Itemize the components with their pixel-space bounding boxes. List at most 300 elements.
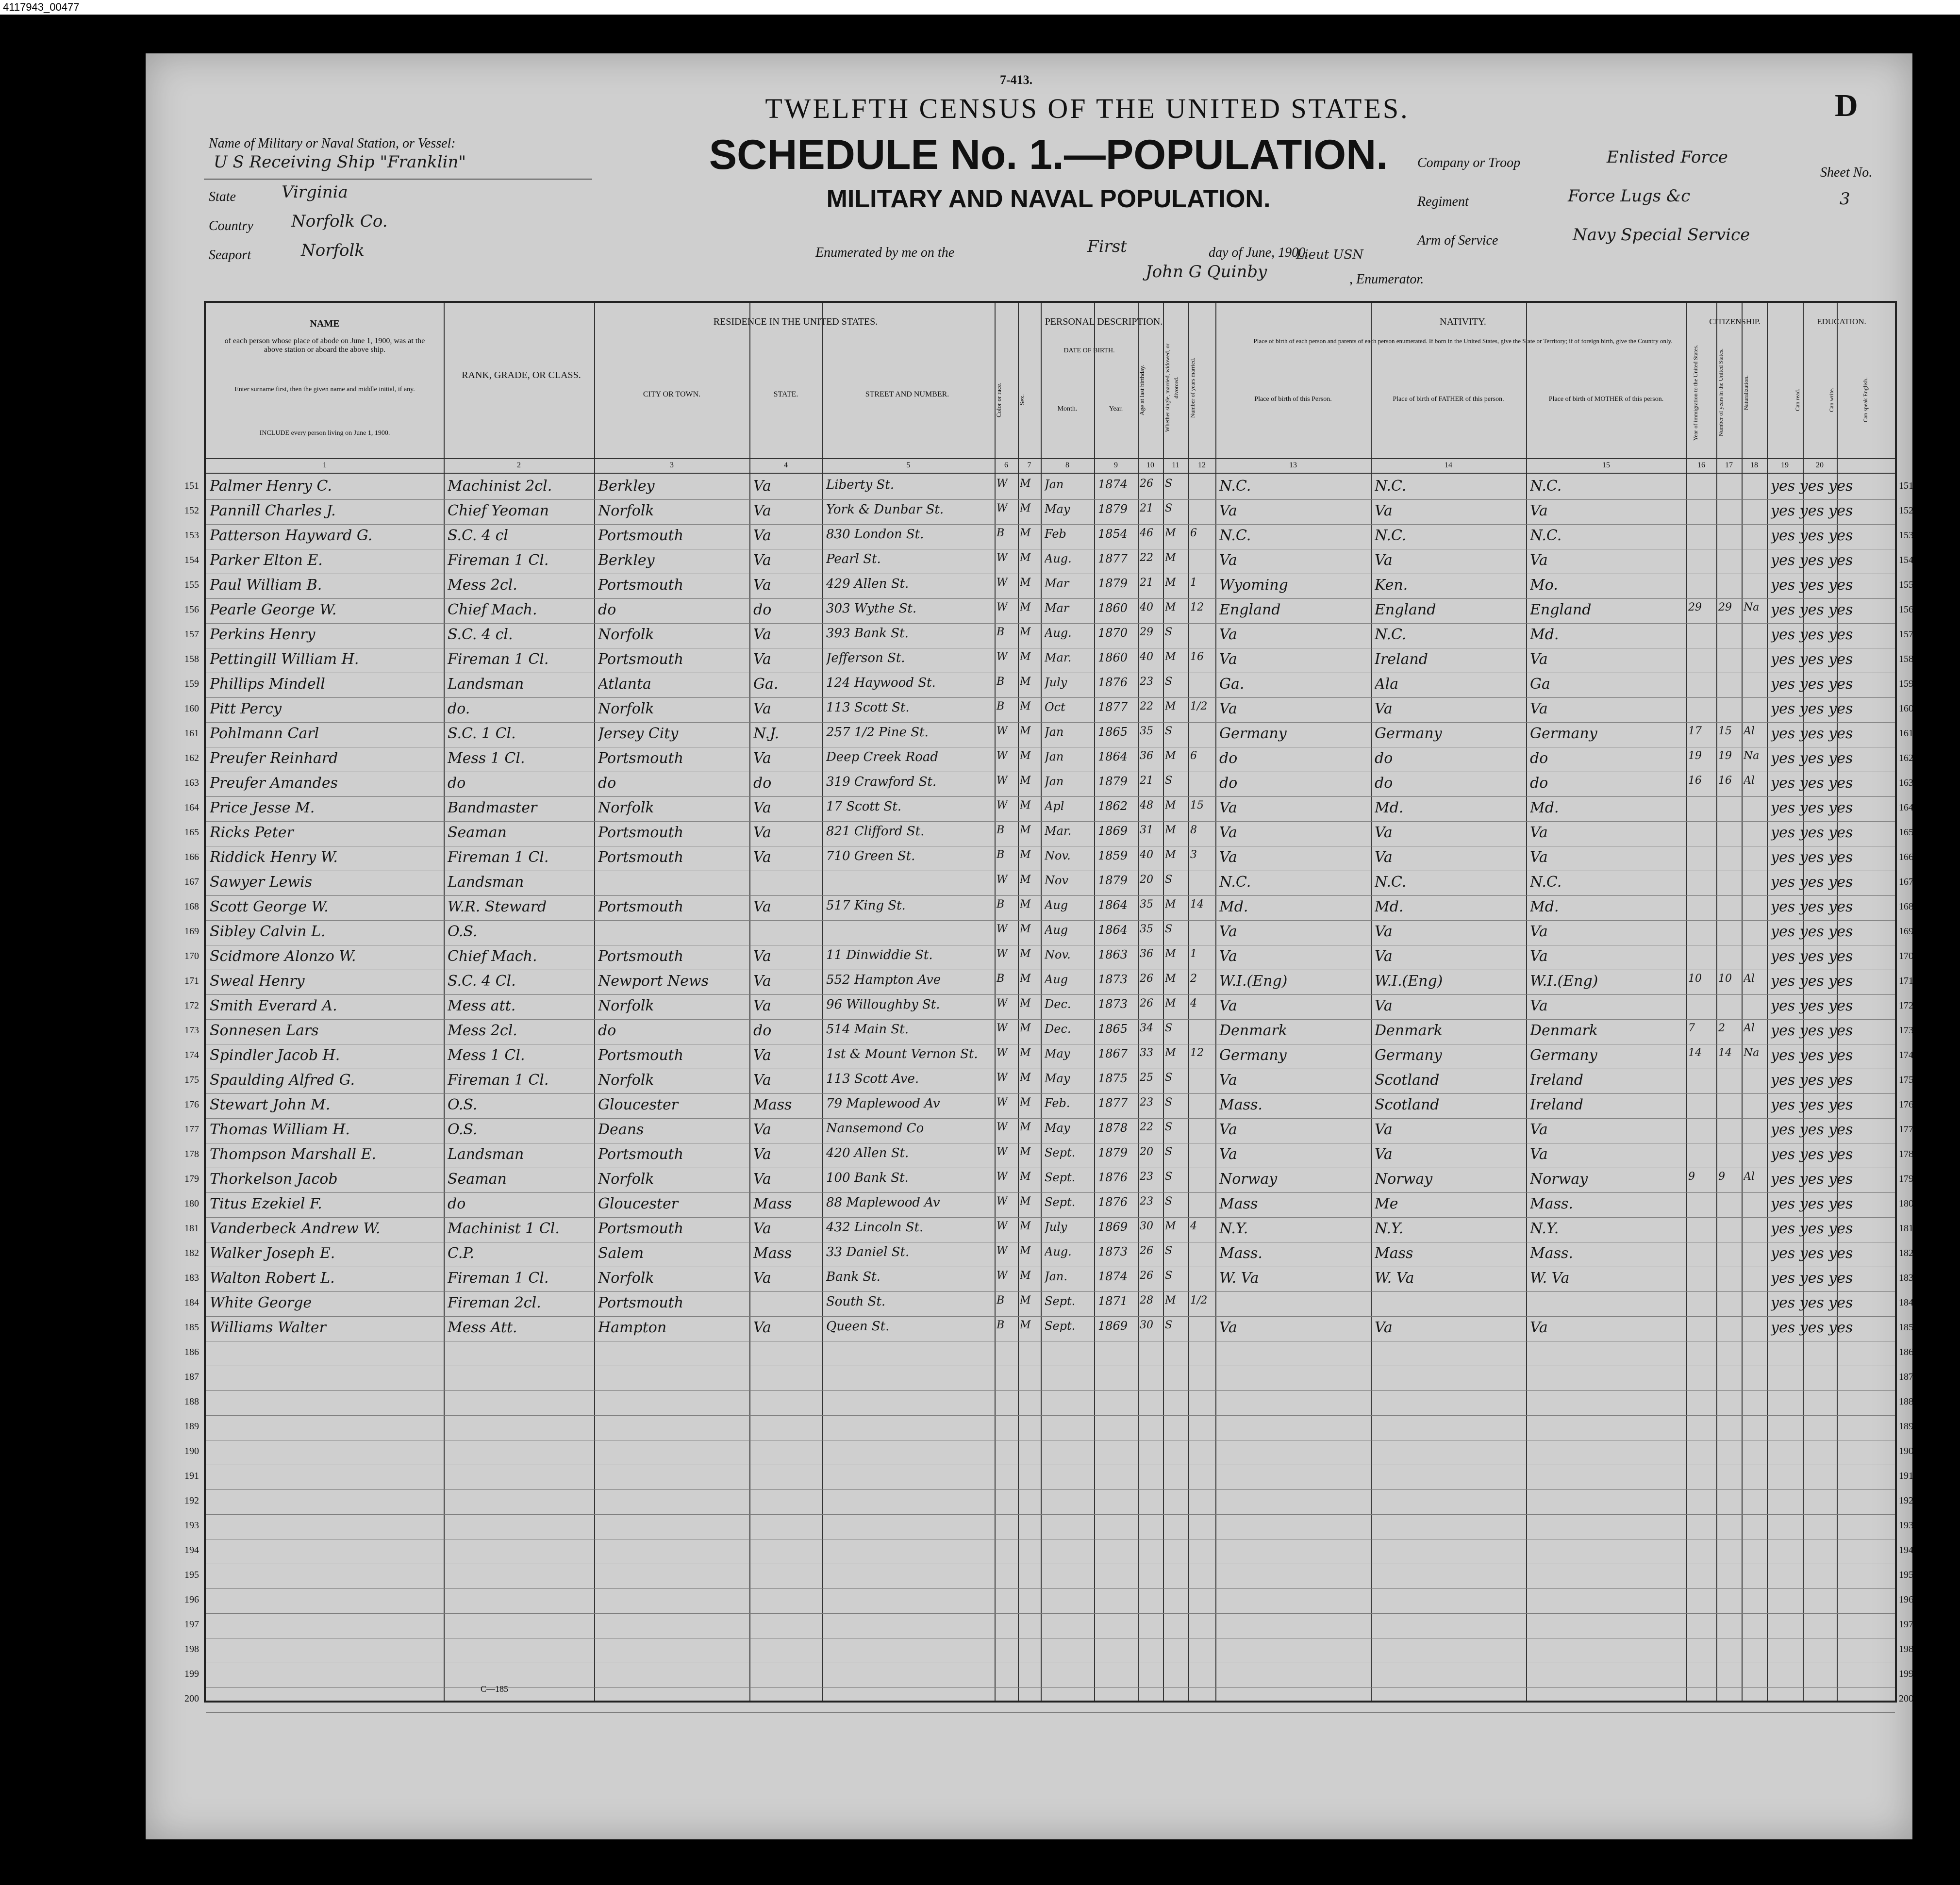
- cell-yus: 2: [1718, 1022, 1725, 1034]
- cell-edu: yes yes yes: [1771, 552, 1853, 569]
- cell-age: 23: [1140, 1171, 1153, 1183]
- cell-name: Phillips Mindell: [210, 676, 325, 693]
- cell-pobf: Scotland: [1375, 1072, 1440, 1089]
- row-number-left: 176: [184, 1099, 199, 1110]
- cell-pobm: Va: [1530, 923, 1548, 940]
- cell-mar: M: [1165, 750, 1176, 762]
- row-number-left: 183: [184, 1273, 199, 1283]
- row-number-right: 190: [1899, 1446, 1913, 1456]
- cell-pobm: Mass.: [1530, 1195, 1573, 1212]
- cell-year: 1878: [1098, 1121, 1128, 1135]
- row-number-left: 199: [184, 1669, 199, 1679]
- cell-pobm: England: [1530, 601, 1592, 618]
- cell-month: Sept.: [1045, 1146, 1076, 1159]
- cell-year: 1875: [1098, 1072, 1128, 1085]
- years-us-header: Number of years in the United States.: [1717, 348, 1724, 437]
- cell-rank: S.C. 4 cl: [448, 527, 508, 544]
- cell-nat: Na: [1744, 750, 1760, 762]
- unit-info: [1417, 146, 1893, 281]
- cell-rank: O.S.: [448, 923, 478, 940]
- cell-sex: M: [1020, 700, 1031, 712]
- cell-edu: yes yes yes: [1771, 849, 1853, 866]
- cell-sex: M: [1020, 552, 1031, 564]
- cell-name: Ricks Peter: [210, 824, 294, 841]
- row-number-right: 159: [1899, 678, 1913, 689]
- column-divider: [995, 303, 996, 1701]
- cell-age: 21: [1140, 775, 1153, 787]
- cell-street: 393 Bank St.: [826, 626, 909, 641]
- cell-year: 1864: [1098, 898, 1128, 912]
- cell-rank: Mess 2cl.: [448, 1022, 517, 1039]
- cell-yus: 15: [1718, 725, 1732, 737]
- cell-name: Scidmore Alonzo W.: [210, 948, 356, 965]
- cell-name: Spaulding Alfred G.: [210, 1072, 355, 1089]
- column-number: 16: [1697, 461, 1705, 469]
- cell-rank: O.S.: [448, 1096, 478, 1113]
- cell-mar: M: [1165, 1047, 1176, 1059]
- cell-city: Norfolk: [598, 700, 654, 717]
- cell-year: 1879: [1098, 577, 1128, 590]
- cell-pobf: Ala: [1375, 676, 1399, 693]
- cell-pobm: Va: [1530, 552, 1548, 569]
- cell-name: Scott George W.: [210, 898, 329, 915]
- row-number-right: 177: [1899, 1124, 1913, 1135]
- cell-pobm: Denmark: [1530, 1022, 1598, 1039]
- cell-pobm: Germany: [1530, 725, 1597, 742]
- cell-month: Mar: [1045, 577, 1069, 590]
- cell-city: Portsmouth: [598, 1047, 684, 1064]
- cell-age: 26: [1140, 478, 1153, 490]
- cell-mar: S: [1165, 1146, 1173, 1158]
- cell-pob: do: [1219, 750, 1238, 767]
- cell-pobm: Mass.: [1530, 1245, 1573, 1262]
- rank-header: RANK, GRADE, OR CLASS.: [462, 370, 581, 380]
- row-divider: [206, 1489, 1895, 1490]
- column-divider: [444, 303, 445, 1701]
- cell-city: Portsmouth: [598, 898, 684, 915]
- cell-pob: Norway: [1219, 1171, 1278, 1188]
- row-number-right: 193: [1899, 1520, 1913, 1531]
- naturalization-header: Naturalization.: [1743, 375, 1749, 410]
- cell-state: Va: [753, 997, 771, 1014]
- cell-nat: Al: [1744, 1171, 1755, 1183]
- cell-ym: 8: [1190, 824, 1197, 836]
- cell-sex: M: [1020, 725, 1031, 737]
- cell-year: 1871: [1098, 1294, 1128, 1308]
- row-number-left: 180: [184, 1198, 199, 1209]
- seaport-value: Norfolk: [301, 241, 365, 260]
- cell-edu: yes yes yes: [1771, 948, 1853, 965]
- row-number-left: 194: [184, 1545, 199, 1555]
- cell-age: 28: [1140, 1294, 1153, 1306]
- cell-name: Parker Elton E.: [210, 552, 323, 569]
- row-divider: [206, 499, 1895, 500]
- cell-city: Hampton: [598, 1319, 667, 1336]
- cell-pobf: Mass: [1375, 1245, 1413, 1262]
- cell-year: 1879: [1098, 874, 1128, 887]
- row-number-left: 168: [184, 901, 199, 912]
- cell-state: Va: [753, 552, 771, 569]
- sheet-number-value: 3: [1840, 189, 1850, 209]
- cell-rank: O.S.: [448, 1121, 478, 1138]
- cell-year: 1865: [1098, 1022, 1128, 1036]
- row-divider: [206, 895, 1895, 896]
- column-divider: [1526, 303, 1527, 1701]
- row-number-left: 184: [184, 1297, 199, 1308]
- row-number-right: 197: [1899, 1619, 1913, 1630]
- pob-person-header: Place of birth of this Person.: [1254, 396, 1332, 403]
- row-number-left: 182: [184, 1248, 199, 1258]
- cell-color: B: [997, 898, 1005, 910]
- cell-pobm: Ireland: [1530, 1096, 1583, 1113]
- cell-color: B: [997, 527, 1005, 539]
- cell-pobf: Va: [1375, 824, 1393, 841]
- cell-street: 303 Wythe St.: [826, 601, 917, 616]
- row-number-right: 199: [1899, 1669, 1913, 1679]
- cell-month: Mar: [1045, 601, 1069, 615]
- cell-pobm: Va: [1530, 651, 1548, 668]
- row-number-left: 186: [184, 1347, 199, 1357]
- cell-pobf: W. Va: [1375, 1270, 1414, 1287]
- row-number-right: 184: [1899, 1297, 1913, 1308]
- cell-state: Va: [753, 1171, 771, 1188]
- cell-sex: M: [1020, 898, 1031, 910]
- cell-year: 1874: [1098, 478, 1128, 491]
- cell-month: Nov.: [1045, 948, 1071, 961]
- row-divider: [206, 598, 1895, 599]
- cell-year: 1873: [1098, 1245, 1128, 1258]
- cell-mar: M: [1165, 527, 1176, 539]
- cell-color: W: [997, 874, 1008, 886]
- cell-state: Va: [753, 1270, 771, 1287]
- cell-city: do: [598, 775, 616, 792]
- cell-year: 1877: [1098, 552, 1128, 565]
- row-divider: [206, 1118, 1895, 1119]
- cell-sex: M: [1020, 849, 1031, 861]
- cell-ym: 15: [1190, 799, 1204, 811]
- row-number-left: 179: [184, 1174, 199, 1184]
- cell-year: 1869: [1098, 1319, 1128, 1333]
- cell-street: 552 Hampton Ave: [826, 973, 941, 987]
- column-number: 4: [784, 461, 788, 469]
- image-id-bar: [0, 0, 1960, 15]
- row-number-left: 165: [184, 827, 199, 838]
- cell-pobm: Va: [1530, 700, 1548, 717]
- cell-age: 30: [1140, 1319, 1153, 1331]
- cell-city: do: [598, 1022, 616, 1039]
- row-divider: [206, 1390, 1895, 1391]
- cell-rank: Fireman 1 Cl.: [448, 1270, 549, 1287]
- cell-year: 1864: [1098, 923, 1128, 937]
- row-number-left: 177: [184, 1124, 199, 1135]
- cell-mar: M: [1165, 577, 1176, 589]
- cell-nat: Al: [1744, 1022, 1755, 1034]
- row-divider: [206, 1316, 1895, 1317]
- cell-street: 124 Haywood St.: [826, 676, 936, 690]
- cell-pobf: W.I.(Eng): [1375, 973, 1443, 990]
- cell-age: 22: [1140, 552, 1153, 564]
- row-number-right: 200: [1899, 1693, 1913, 1704]
- row-number-right: 156: [1899, 604, 1913, 615]
- row-divider: [206, 697, 1895, 698]
- cell-yus: 16: [1718, 775, 1732, 787]
- nativity-header: NATIVITY.: [1440, 316, 1486, 327]
- row-divider: [206, 1613, 1895, 1614]
- cell-pob: Va: [1219, 1146, 1237, 1163]
- cell-sex: M: [1020, 478, 1031, 490]
- cell-pob: Va: [1219, 1319, 1237, 1336]
- cell-color: W: [997, 1171, 1008, 1183]
- cell-year: 1873: [1098, 997, 1128, 1011]
- cell-ym: 6: [1190, 750, 1197, 762]
- cell-city: Newport News: [598, 973, 709, 990]
- cell-city: Deans: [598, 1121, 644, 1138]
- regiment-value: Force Lugs &c: [1568, 186, 1691, 206]
- cell-state: Va: [753, 577, 771, 594]
- cell-state: Va: [753, 824, 771, 841]
- cell-pob: Va: [1219, 849, 1237, 866]
- cell-mar: S: [1165, 1096, 1173, 1108]
- cell-rank: Seaman: [448, 1171, 507, 1188]
- cell-pob: Va: [1219, 651, 1237, 668]
- cell-month: July: [1045, 676, 1067, 689]
- cell-mar: S: [1165, 676, 1173, 688]
- row-number-right: 153: [1899, 530, 1913, 541]
- cell-month: May: [1045, 1121, 1070, 1135]
- age-header: Age at last birthday.: [1138, 364, 1146, 416]
- cell-month: Mar.: [1045, 824, 1072, 838]
- cell-pob: N.C.: [1219, 874, 1251, 891]
- cell-pobf: Va: [1375, 1319, 1393, 1336]
- cell-city: Portsmouth: [598, 1146, 684, 1163]
- row-number-left: 173: [184, 1025, 199, 1036]
- cell-sex: M: [1020, 601, 1031, 613]
- cell-rank: Fireman 1 Cl.: [448, 1072, 549, 1089]
- cell-pob: Germany: [1219, 1047, 1287, 1064]
- cell-yus: 10: [1718, 973, 1732, 985]
- cell-rank: C.P.: [448, 1245, 475, 1262]
- cell-edu: yes yes yes: [1771, 725, 1853, 742]
- cell-color: W: [997, 923, 1008, 935]
- cell-im: 7: [1688, 1022, 1695, 1034]
- cell-edu: yes yes yes: [1771, 478, 1853, 495]
- cell-name: Thomas William H.: [210, 1121, 350, 1138]
- cell-mar: S: [1165, 626, 1173, 638]
- form-number: 7-413.: [1000, 73, 1033, 87]
- column-number: 5: [906, 461, 911, 469]
- state-value: Virginia: [282, 182, 348, 202]
- row-number-right: 163: [1899, 777, 1913, 788]
- column-number: 20: [1816, 461, 1824, 469]
- cell-color: W: [997, 1121, 1008, 1133]
- sheet-letter: D: [1835, 88, 1858, 123]
- row-number-left: 195: [184, 1570, 199, 1580]
- row-number-left: 191: [184, 1471, 199, 1481]
- cell-age: 26: [1140, 997, 1153, 1009]
- cell-color: W: [997, 725, 1008, 737]
- cell-edu: yes yes yes: [1771, 799, 1853, 816]
- cell-pob: N.C.: [1219, 478, 1251, 495]
- cell-city: Norfolk: [598, 1072, 654, 1089]
- cell-year: 1874: [1098, 1270, 1128, 1283]
- cell-mar: S: [1165, 1121, 1173, 1133]
- cell-color: W: [997, 775, 1008, 787]
- row-number-right: 168: [1899, 901, 1913, 912]
- cell-name: Pearle George W.: [210, 601, 337, 618]
- cell-sex: M: [1020, 997, 1031, 1009]
- cell-pobf: Va: [1375, 700, 1393, 717]
- cell-street: Liberty St.: [826, 478, 894, 492]
- cell-year: 1879: [1098, 775, 1128, 788]
- cell-mar: M: [1165, 651, 1176, 663]
- row-number-left: 200: [184, 1693, 199, 1704]
- row-divider: [206, 1514, 1895, 1515]
- cell-sex: M: [1020, 799, 1031, 811]
- cell-color: W: [997, 1022, 1008, 1034]
- name-note: Enter surname first, then the given name and middle initial, if any.: [234, 386, 415, 393]
- row-number-right: 179: [1899, 1174, 1913, 1184]
- cell-year: 1877: [1098, 700, 1128, 714]
- cell-sex: M: [1020, 527, 1031, 539]
- cell-sex: M: [1020, 1146, 1031, 1158]
- cell-street: South St.: [826, 1294, 886, 1309]
- row-number-right: 188: [1899, 1396, 1913, 1407]
- cell-rank: do: [448, 775, 466, 792]
- column-divider: [1018, 303, 1019, 1701]
- cell-ym: 12: [1190, 1047, 1204, 1059]
- cell-name: Riddick Henry W.: [210, 849, 338, 866]
- column-number: 19: [1781, 461, 1789, 469]
- footer-code: C—185: [481, 1684, 509, 1694]
- enumerator-label: , Enumerator.: [1349, 272, 1424, 287]
- dob-header: DATE OF BIRTH.: [1063, 347, 1115, 354]
- row-number-left: 158: [184, 654, 199, 664]
- cell-color: B: [997, 824, 1005, 836]
- cell-pob: N.Y.: [1219, 1220, 1248, 1237]
- cell-edu: yes yes yes: [1771, 1245, 1853, 1262]
- row-number-left: 174: [184, 1050, 199, 1060]
- row-number-left: 188: [184, 1396, 199, 1407]
- cell-age: 48: [1140, 799, 1153, 811]
- cell-street: 420 Allen St.: [826, 1146, 909, 1160]
- cell-state: do: [753, 1022, 772, 1039]
- column-divider: [594, 303, 595, 1701]
- column-number: 18: [1750, 461, 1758, 469]
- cell-rank: Bandmaster: [448, 799, 537, 816]
- row-divider: [206, 821, 1895, 822]
- cell-state: Va: [753, 527, 771, 544]
- row-number-left: 171: [184, 976, 199, 986]
- row-number-right: 164: [1899, 802, 1913, 813]
- year-header: Year.: [1109, 405, 1123, 413]
- pob-mother-header: Place of birth of MOTHER of this person.: [1548, 396, 1664, 403]
- cell-sex: M: [1020, 502, 1031, 514]
- column-divider: [1188, 303, 1189, 1701]
- cell-ym: 1: [1190, 577, 1197, 589]
- cell-yus: 14: [1718, 1047, 1732, 1059]
- cell-name: Sawyer Lewis: [210, 874, 313, 891]
- cell-rank: Fireman 1 Cl.: [448, 849, 549, 866]
- row-number-right: 178: [1899, 1149, 1913, 1159]
- row-number-left: 166: [184, 852, 199, 862]
- cell-month: Dec.: [1045, 1022, 1071, 1036]
- header-divider: [206, 458, 1895, 459]
- row-number-right: 170: [1899, 951, 1913, 961]
- row-divider: [206, 1588, 1895, 1589]
- column-number: 8: [1065, 461, 1069, 469]
- header-divider: [206, 473, 1895, 474]
- column-divider: [1371, 303, 1372, 1701]
- cell-month: Mar.: [1045, 651, 1072, 664]
- cell-month: Oct: [1045, 700, 1065, 714]
- cell-name: Palmer Henry C.: [210, 478, 332, 495]
- column-divider: [1767, 303, 1768, 1701]
- cell-state: Va: [753, 1072, 771, 1089]
- cell-edu: yes yes yes: [1771, 502, 1853, 519]
- row-number-right: 182: [1899, 1248, 1913, 1258]
- marital-header: Whether single, married, widowed, or divorced.: [1164, 343, 1179, 432]
- cell-pobf: Va: [1375, 1146, 1393, 1163]
- cell-state: Va: [753, 1121, 771, 1138]
- cell-color: W: [997, 1270, 1008, 1282]
- cell-age: 35: [1140, 725, 1153, 737]
- cell-edu: yes yes yes: [1771, 824, 1853, 841]
- cell-name: Sweal Henry: [210, 973, 305, 990]
- row-number-left: 192: [184, 1495, 199, 1506]
- cell-age: 40: [1140, 849, 1153, 861]
- country-value: Norfolk Co.: [291, 212, 388, 231]
- row-divider: [206, 722, 1895, 723]
- years-married-header: Number of years married.: [1189, 358, 1196, 418]
- cell-sex: M: [1020, 1121, 1031, 1133]
- cell-mar: S: [1165, 775, 1173, 787]
- column-divider: [1742, 303, 1743, 1701]
- row-divider: [206, 1291, 1895, 1292]
- cell-street: 257 1/2 Pine St.: [826, 725, 929, 740]
- cell-month: Jan: [1045, 478, 1064, 491]
- cell-pob: Va: [1219, 1072, 1237, 1089]
- cell-rank: S.C. 1 Cl.: [448, 725, 516, 742]
- cell-pob: Mass.: [1219, 1245, 1262, 1262]
- cell-color: B: [997, 849, 1005, 861]
- cell-yus: 19: [1718, 750, 1732, 762]
- cell-city: Portsmouth: [598, 577, 684, 594]
- color-header: Color or race.: [995, 382, 1002, 417]
- cell-im: 16: [1688, 775, 1702, 787]
- cell-state: Va: [753, 626, 771, 643]
- cell-pobf: N.C.: [1375, 626, 1407, 643]
- cell-pobf: Va: [1375, 849, 1393, 866]
- cell-name: Sonnesen Lars: [210, 1022, 319, 1039]
- cell-nat: Na: [1744, 1047, 1760, 1059]
- row-number-right: 172: [1899, 1000, 1913, 1011]
- cell-month: May: [1045, 1072, 1070, 1085]
- column-divider: [1163, 303, 1164, 1701]
- column-number: 13: [1289, 461, 1297, 469]
- cell-year: 1870: [1098, 626, 1128, 640]
- cell-pobm: W.I.(Eng): [1530, 973, 1598, 990]
- cell-rank: Mess Att.: [448, 1319, 517, 1336]
- cell-pobm: Va: [1530, 948, 1548, 965]
- cell-rank: Mess 1 Cl.: [448, 1047, 525, 1064]
- cell-sex: M: [1020, 1022, 1031, 1034]
- cell-city: Portsmouth: [598, 849, 684, 866]
- cell-pobf: do: [1375, 750, 1393, 767]
- cell-pob: Wyoming: [1219, 577, 1288, 594]
- cell-mar: M: [1165, 849, 1176, 861]
- cell-edu: yes yes yes: [1771, 676, 1853, 693]
- row-divider: [206, 1093, 1895, 1094]
